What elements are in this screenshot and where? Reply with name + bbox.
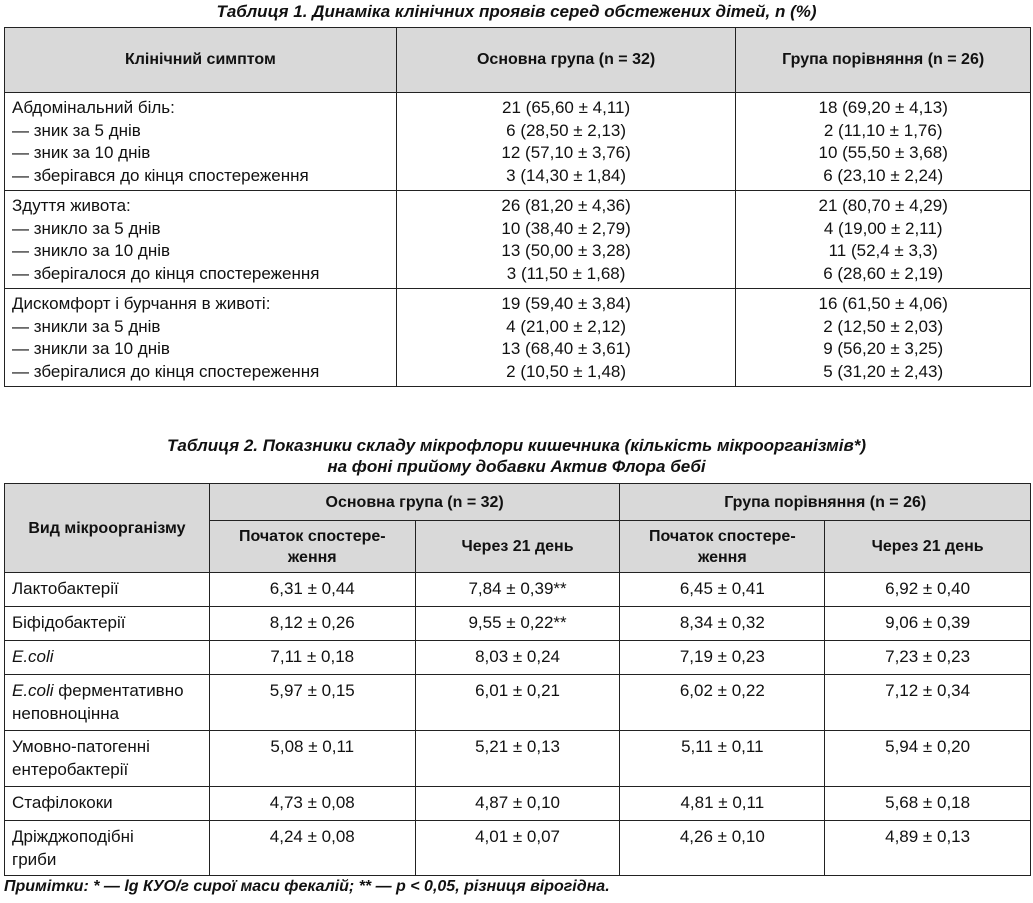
comparison-group-cell (736, 93, 1031, 191)
subheader-main-start (209, 521, 415, 573)
table1-header-row (5, 28, 1031, 93)
value: 6 (23,10 ± 2,24) (823, 165, 944, 185)
value: 5,94 ± 0,20 (825, 731, 1031, 787)
value: 8,34 ± 0,32 (620, 607, 825, 641)
symptom-line: — зберігався до кінця спостереження (12, 165, 309, 185)
name-line2: ентеробактерії (12, 759, 129, 779)
header-microorganism: Вид мікроорганізму (5, 484, 210, 573)
table-row (5, 641, 1031, 675)
value: 4 (21,00 ± 2,12) (506, 316, 627, 336)
value: 4 (19,00 ± 2,11) (823, 218, 943, 238)
value: 4,26 ± 0,10 (620, 821, 825, 876)
value: 9,06 ± 0,39 (825, 607, 1031, 641)
value: 4,01 ± 0,07 (415, 821, 620, 876)
name-line1: Дріжджоподібні (12, 827, 134, 846)
value: 6,02 ± 0,22 (620, 675, 825, 731)
value: 7,11 ± 0,18 (209, 641, 415, 675)
name-suffix: ферментативно (53, 681, 184, 700)
symptom-group-bloating (5, 191, 1031, 289)
value: 4,87 ± 0,10 (415, 787, 620, 821)
table2-caption-line1: Таблиця 2. Показники складу мікрофлори кишечника (кількість мікроорганізмів*) (167, 436, 866, 455)
subheader-line: ження (697, 548, 747, 566)
value: 5 (31,20 ± 2,43) (823, 361, 944, 381)
value: 4,81 ± 0,11 (620, 787, 825, 821)
value: 6,31 ± 0,44 (209, 573, 415, 607)
symptom-line: — зник за 10 днів (12, 143, 151, 162)
value: 7,19 ± 0,23 (620, 641, 825, 675)
table2-header-row (5, 484, 1031, 521)
symptom-cell (5, 289, 397, 387)
main-group-cell (396, 93, 736, 191)
value: 5,08 ± 0,11 (209, 731, 415, 787)
symptom-cell (5, 191, 397, 289)
header-comparison-group: Група порівняння (n = 26) (620, 484, 1031, 521)
header-comparison-group: Група порівняння (n = 26) (736, 28, 1031, 93)
name-line2: неповноцінна (12, 703, 120, 723)
value: 13 (68,40 ± 3,61) (501, 339, 631, 358)
subheader-comparison-after: Через 21 день (825, 521, 1031, 573)
value: 10 (55,50 ± 3,68) (818, 143, 948, 162)
subheader-line: ження (287, 548, 337, 566)
microorganism-name: E.coli (5, 641, 210, 675)
value: 16 (61,50 ± 4,06) (818, 294, 948, 313)
subheader-line: Початок спостере- (648, 527, 796, 545)
name-italic: E.coli (12, 681, 54, 700)
value: 2 (12,50 ± 2,03) (823, 316, 944, 336)
value: 18 (69,20 ± 4,13) (818, 98, 948, 117)
table-row (5, 731, 1031, 787)
symptom-line: — зникло за 10 днів (12, 241, 171, 260)
symptom-line: — зникли за 5 днів (12, 316, 161, 336)
value: 2 (10,50 ± 1,48) (506, 361, 627, 381)
main-group-cell (396, 191, 736, 289)
table2-caption (0, 435, 1033, 477)
value: 3 (11,50 ± 1,68) (506, 263, 626, 283)
value: 21 (80,70 ± 4,29) (818, 196, 948, 215)
table-row (5, 787, 1031, 821)
microorganism-name (5, 675, 210, 731)
value: 5,11 ± 0,11 (620, 731, 825, 787)
value: 4,24 ± 0,08 (209, 821, 415, 876)
header-main-group: Основна група (n = 32) (209, 484, 620, 521)
table2-caption-line2: на фоні прийому добавки Актив Флора бебі (327, 457, 706, 476)
value: 12 (57,10 ± 3,76) (501, 143, 631, 162)
value: 7,12 ± 0,34 (825, 675, 1031, 731)
microorganism-name: Біфідобактерії (5, 607, 210, 641)
microorganism-name: Лактобактерії (5, 573, 210, 607)
symptom-line: — зберігалося до кінця спостереження (12, 263, 320, 283)
value: 10 (38,40 ± 2,79) (501, 218, 631, 238)
value: 6,92 ± 0,40 (825, 573, 1031, 607)
value: 7,23 ± 0,23 (825, 641, 1031, 675)
value: 8,03 ± 0,24 (415, 641, 620, 675)
name-line1: Умовно-патогенні (12, 737, 150, 756)
value: 4,89 ± 0,13 (825, 821, 1031, 876)
value: 9 (56,20 ± 3,25) (823, 339, 944, 358)
symptom-line: — зникло за 5 днів (12, 218, 161, 238)
value: 6 (28,50 ± 2,13) (506, 120, 627, 140)
value: 5,97 ± 0,15 (209, 675, 415, 731)
symptom-line: — зник за 5 днів (12, 120, 141, 140)
value: 5,68 ± 0,18 (825, 787, 1031, 821)
symptom-line: Дискомфорт і бурчання в животі: (12, 294, 271, 313)
symptom-line: Здуття живота: (12, 196, 131, 215)
table-row (5, 675, 1031, 731)
subheader-main-after: Через 21 день (415, 521, 620, 573)
main-group-cell (396, 289, 736, 387)
subheader-comparison-start (620, 521, 825, 573)
value: 8,12 ± 0,26 (209, 607, 415, 641)
value: 3 (14,30 ± 1,84) (506, 165, 627, 185)
value: 7,84 ± 0,39** (415, 573, 620, 607)
table-row (5, 607, 1031, 641)
value: 4,73 ± 0,08 (209, 787, 415, 821)
value: 6,45 ± 0,41 (620, 573, 825, 607)
table-row (5, 573, 1031, 607)
value: 19 (59,40 ± 3,84) (501, 294, 631, 313)
table1-caption: Таблиця 1. Динаміка клінічних проявів серед обстежених дітей, n (%) (216, 2, 817, 21)
header-main-group: Основна група (n = 32) (396, 28, 736, 93)
name-line2: гриби (12, 849, 57, 869)
symptom-cell (5, 93, 397, 191)
value: 5,21 ± 0,13 (415, 731, 620, 787)
table-notes: Примітки: * — lg КУО/г сирої маси фекалій; ** — р < 0,05, різниця вірогідна. (4, 878, 610, 895)
comparison-group-cell (736, 289, 1031, 387)
value: 6,01 ± 0,21 (415, 675, 620, 731)
value: 11 (52,4 ± 3,3) (828, 241, 938, 260)
comparison-group-cell (736, 191, 1031, 289)
microorganism-name (5, 821, 210, 876)
value: 9,55 ± 0,22** (415, 607, 620, 641)
value: 6 (28,60 ± 2,19) (823, 263, 944, 283)
value: 26 (81,20 ± 4,36) (501, 196, 631, 215)
table-row (5, 821, 1031, 876)
subheader-line: Початок спостере- (238, 527, 386, 545)
microorganism-name: Стафілококи (5, 787, 210, 821)
value: 21 (65,60 ± 4,11) (502, 98, 631, 117)
symptom-line: — зберігалися до кінця спостереження (12, 361, 320, 381)
value: 13 (50,00 ± 3,28) (501, 241, 631, 260)
symptom-group-abdominal-pain (5, 93, 1031, 191)
symptom-line: Абдомінальний біль: (12, 98, 175, 117)
symptom-line: — зникли за 10 днів (12, 339, 170, 358)
clinical-symptoms-table (4, 27, 1031, 387)
microorganism-name (5, 731, 210, 787)
value: 2 (11,10 ± 1,76) (823, 120, 943, 140)
microflora-table (4, 483, 1031, 876)
header-clinical-symptom: Клінічний симптом (5, 28, 397, 93)
symptom-group-discomfort (5, 289, 1031, 387)
